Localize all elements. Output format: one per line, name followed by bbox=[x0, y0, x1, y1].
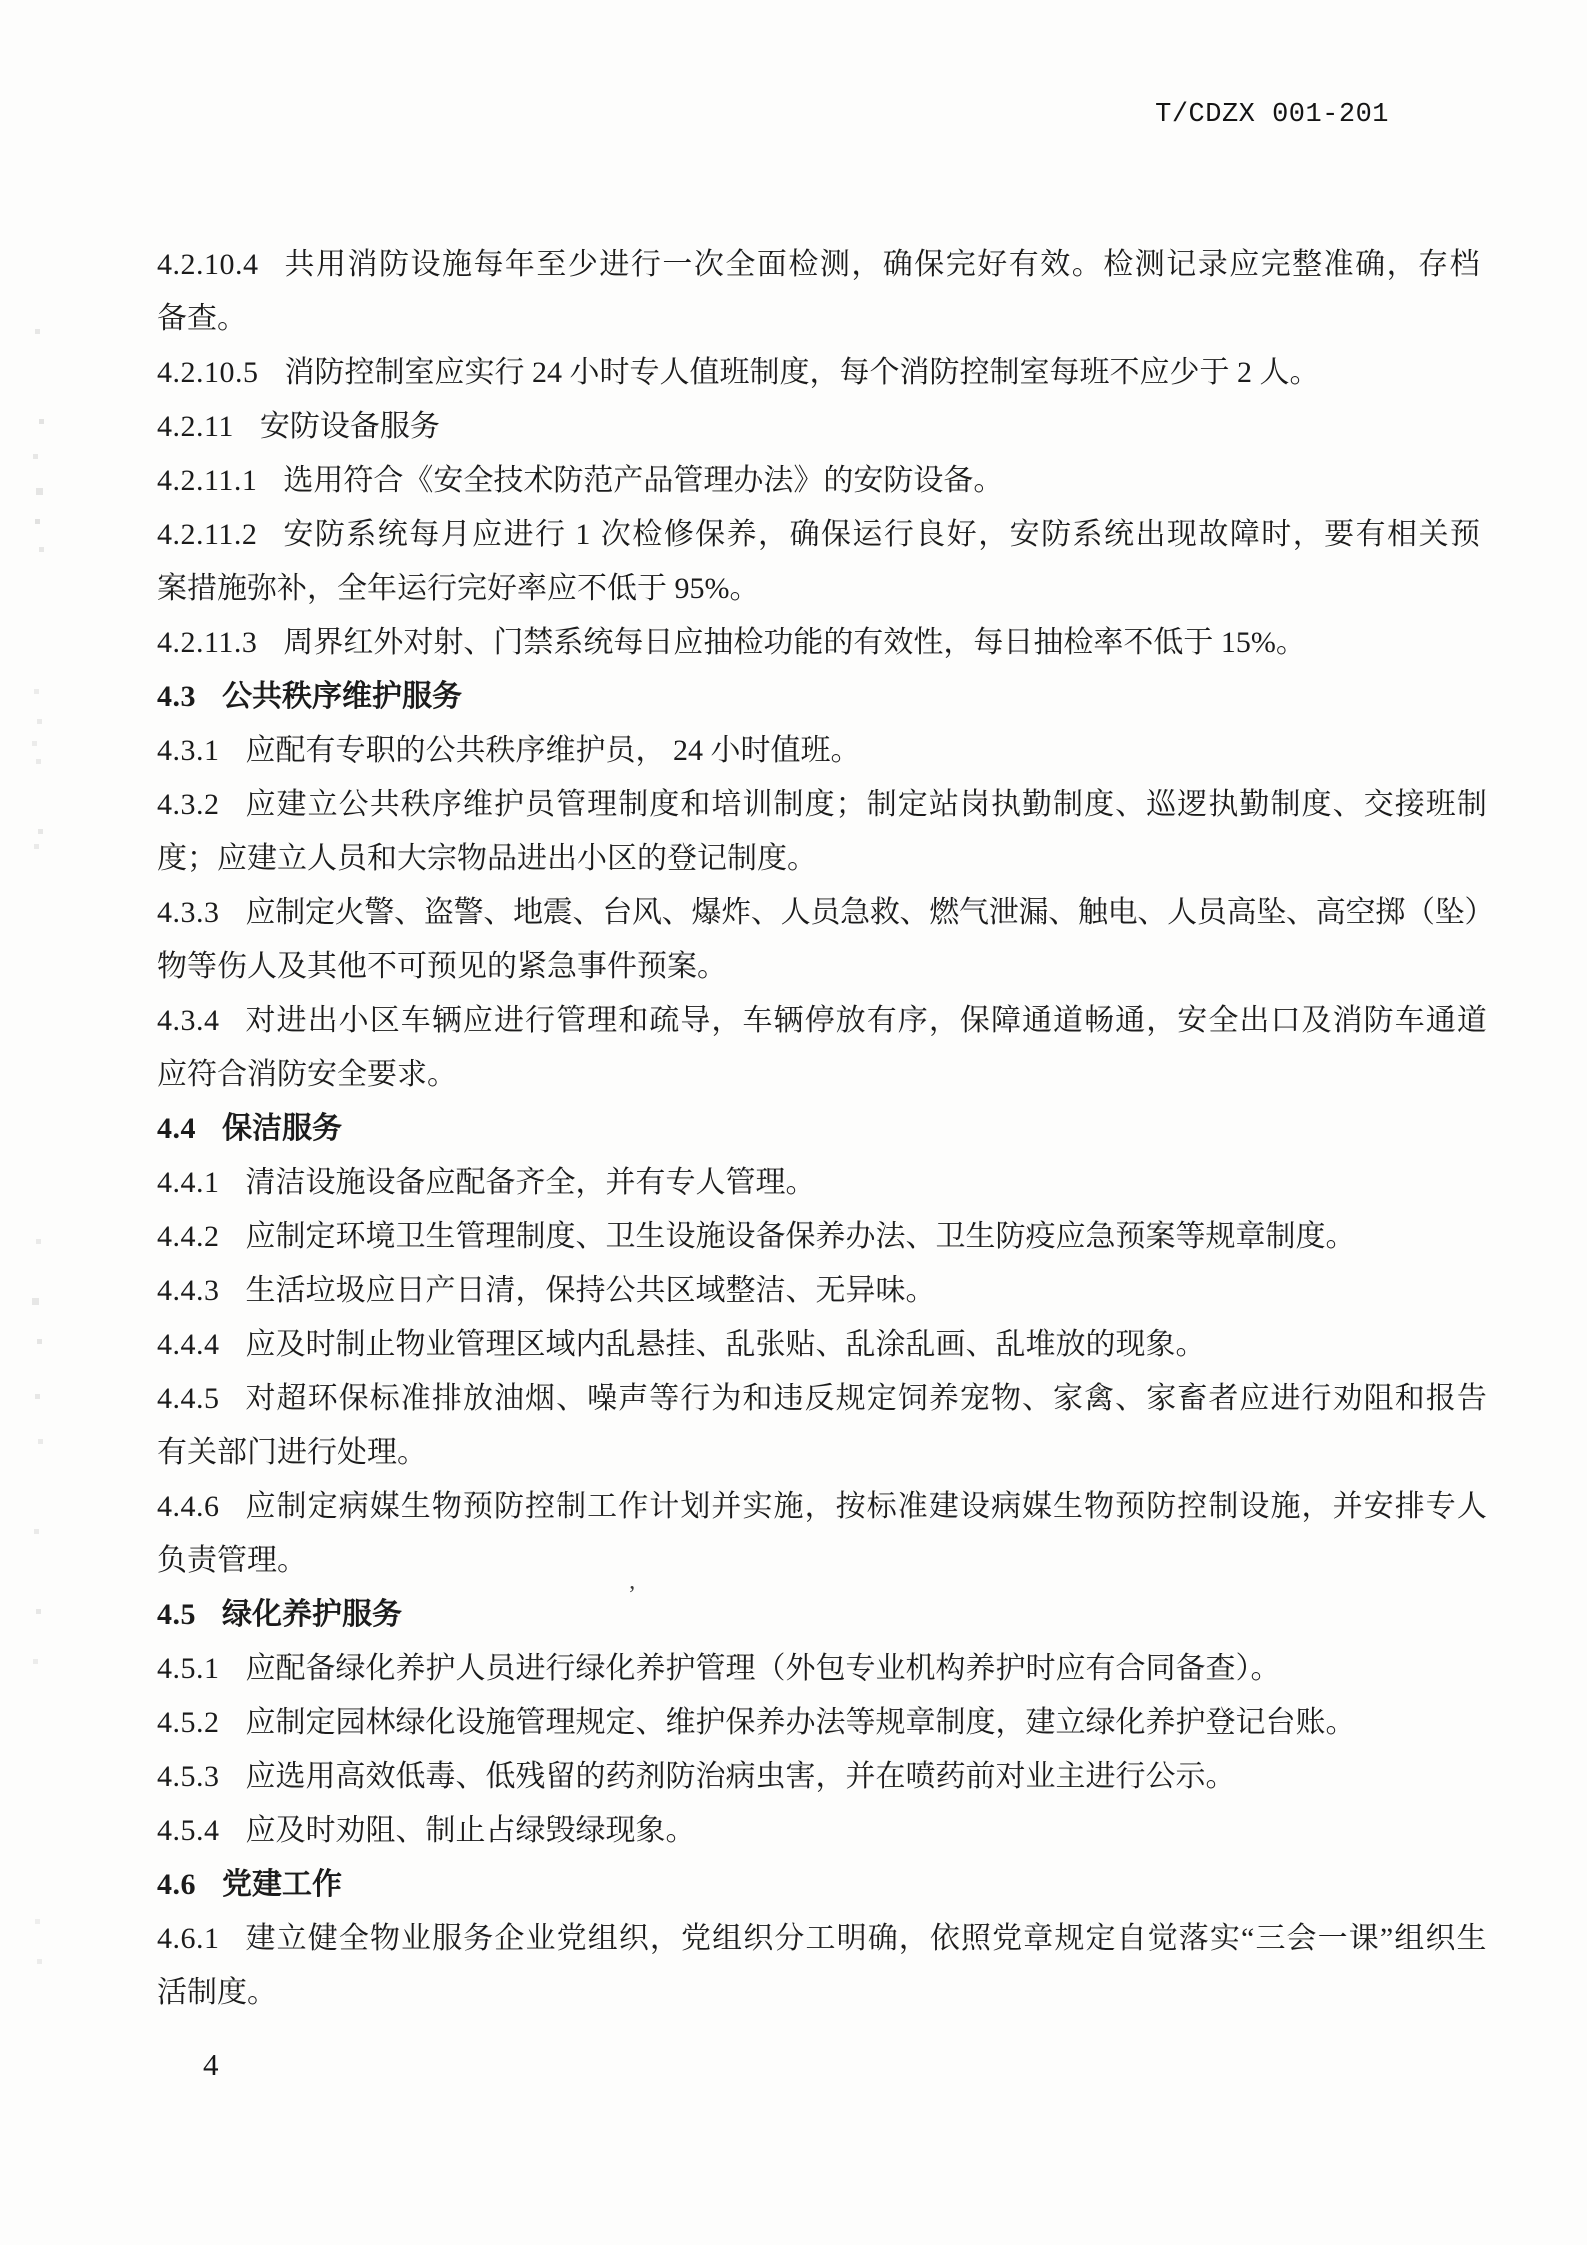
clause-number: 4.4.5 bbox=[157, 1382, 220, 1415]
clause-number: 4.3 bbox=[157, 680, 196, 713]
clause-line bbox=[157, 1696, 1493, 1750]
clause-number: 4.5.3 bbox=[157, 1760, 220, 1793]
clause-text: 活制度。 bbox=[157, 1976, 277, 2009]
clause-line-content bbox=[157, 940, 727, 994]
clause-line-content bbox=[157, 1642, 1281, 1696]
document-body bbox=[157, 238, 1493, 2020]
clause-text: 消防控制室应实行 24 小时专人值班制度，每个消防控制室每班不应少于 2 人。 bbox=[284, 356, 1320, 389]
clause-text: 应选用高效低毒、低残留的药剂防治病虫害，并在喷药前对业主进行公示。 bbox=[245, 1760, 1236, 1793]
clause-line bbox=[157, 400, 1493, 454]
clause-line-content bbox=[157, 1804, 696, 1858]
scan-noise-specks bbox=[0, 0, 3, 3]
clause-line-content bbox=[157, 1048, 457, 1102]
clause-text: 应配备绿化养护人员进行绿化养护管理（外包专业机构养护时应有合同备查）。 bbox=[245, 1652, 1281, 1685]
clause-number: 4.4.4 bbox=[157, 1328, 220, 1361]
clause-line bbox=[157, 1912, 1493, 1966]
clause-number: 4.5.4 bbox=[157, 1814, 220, 1847]
clause-number: 4.3.4 bbox=[157, 1004, 220, 1037]
clause-text: 有关部门进行处理。 bbox=[157, 1436, 427, 1469]
clause-line-content bbox=[157, 1372, 1488, 1426]
clause-text: 对超环保标准排放油烟、噪声等行为和违反规定饲养宠物、家禽、家畜者应进行劝阻和报告 bbox=[245, 1382, 1488, 1415]
clause-text: 应配有专职的公共秩序维护员， 24 小时值班。 bbox=[245, 734, 861, 767]
clause-number: 4.2.11.2 bbox=[157, 518, 258, 551]
clause-line-content bbox=[157, 1966, 277, 2020]
clause-line-content bbox=[157, 400, 440, 454]
clause-text: 生活垃圾应日产日清，保持公共区域整洁、无异味。 bbox=[245, 1274, 936, 1307]
clause-line bbox=[157, 508, 1493, 562]
clause-text: 共用消防设施每年至少进行一次全面检测，确保完好有效。检测记录应完整准确，存档 bbox=[284, 248, 1482, 281]
clause-number: 4.2.11.1 bbox=[157, 464, 258, 497]
clause-number: 4.2.11.3 bbox=[157, 626, 258, 659]
clause-number: 4.4.6 bbox=[157, 1490, 220, 1523]
clause-line-content bbox=[157, 238, 1481, 292]
clause-line bbox=[157, 1750, 1493, 1804]
clause-line bbox=[157, 1642, 1493, 1696]
clause-line-content bbox=[157, 1696, 1356, 1750]
clause-line-content bbox=[157, 1588, 402, 1642]
clause-line-content bbox=[157, 1912, 1488, 1966]
clause-text: 应建立公共秩序维护员管理制度和培训制度；制定站岗执勤制度、巡逻执勤制度、交接班制 bbox=[245, 788, 1488, 821]
clause-line-content bbox=[157, 1318, 1206, 1372]
clause-line-content bbox=[157, 292, 247, 346]
clause-line bbox=[157, 238, 1493, 292]
clause-number: 4.5.1 bbox=[157, 1652, 220, 1685]
clause-line-content bbox=[157, 1210, 1356, 1264]
clause-text: 度；应建立人员和大宗物品进出小区的登记制度。 bbox=[157, 842, 817, 875]
clause-line-content bbox=[157, 832, 817, 886]
clause-line-content bbox=[157, 1750, 1236, 1804]
clause-text: 安防系统每月应进行 1 次检修保养，确保运行良好，安防系统出现故障时，要有相关预 bbox=[283, 518, 1482, 551]
clause-number: 4.4.1 bbox=[157, 1166, 220, 1199]
clause-line bbox=[157, 1534, 1493, 1588]
section-heading bbox=[157, 1588, 1493, 1642]
clause-number: 4.4.2 bbox=[157, 1220, 220, 1253]
clause-number: 4.3.1 bbox=[157, 734, 220, 767]
clause-text: 案措施弥补，全年运行完好率应不低于 95%。 bbox=[157, 572, 760, 605]
clause-number: 4.3.2 bbox=[157, 788, 220, 821]
clause-line bbox=[157, 346, 1493, 400]
clause-text: 对进出小区车辆应进行管理和疏导，车辆停放有序，保障通道畅通，安全出口及消防车通道 bbox=[245, 1004, 1488, 1037]
clause-number: 4.3.3 bbox=[157, 896, 220, 929]
clause-line-content bbox=[157, 670, 462, 724]
clause-line-content bbox=[157, 1858, 342, 1912]
clause-text: 周界红外对射、门禁系统每日应抽检功能的有效性，每日抽检率不低于 15%。 bbox=[283, 626, 1306, 659]
clause-text: 建立健全物业服务企业党组织，党组织分工明确，依照党章规定自觉落实“三会一课”组织生 bbox=[245, 1922, 1488, 1955]
clause-line bbox=[157, 940, 1493, 994]
section-heading bbox=[157, 1858, 1493, 1912]
clause-text: 应及时制止物业管理区域内乱悬挂、乱张贴、乱涂乱画、乱堆放的现象。 bbox=[245, 1328, 1206, 1361]
clause-line bbox=[157, 832, 1493, 886]
clause-line-content bbox=[157, 724, 861, 778]
clause-line-content bbox=[157, 454, 1003, 508]
clause-line bbox=[157, 994, 1493, 1048]
section-heading bbox=[157, 1102, 1493, 1156]
clause-number: 4.2.10.5 bbox=[157, 356, 259, 389]
standard-code-header: T/CDZX 001-201 bbox=[1155, 100, 1389, 130]
clause-text: 清洁设施设备应配备齐全，并有专人管理。 bbox=[245, 1166, 816, 1199]
clause-line bbox=[157, 1318, 1493, 1372]
clause-line bbox=[157, 616, 1493, 670]
clause-line-content bbox=[157, 508, 1481, 562]
clause-number: 4.2.11 bbox=[157, 410, 234, 443]
clause-line bbox=[157, 1372, 1493, 1426]
clause-line bbox=[157, 1210, 1493, 1264]
clause-line-content bbox=[157, 616, 1306, 670]
page-number: 4 bbox=[203, 2047, 219, 2082]
clause-line-content bbox=[157, 346, 1320, 400]
clause-line bbox=[157, 778, 1493, 832]
clause-text: 物等伤人及其他不可预见的紧急事件预案。 bbox=[157, 950, 727, 983]
clause-text: 负责管理。 bbox=[157, 1544, 307, 1577]
clause-line bbox=[157, 886, 1493, 940]
section-heading bbox=[157, 670, 1493, 724]
clause-line-content bbox=[157, 1102, 342, 1156]
clause-text: 备查。 bbox=[157, 302, 247, 335]
clause-line-content bbox=[157, 1480, 1488, 1534]
clause-number: 4.6.1 bbox=[157, 1922, 220, 1955]
clause-line-content bbox=[157, 886, 1494, 940]
clause-number: 4.6 bbox=[157, 1868, 196, 1901]
clause-text: 应符合消防安全要求。 bbox=[157, 1058, 457, 1091]
clause-text: 应制定园林绿化设施管理规定、维护保养办法等规章制度，建立绿化养护登记台账。 bbox=[245, 1706, 1356, 1739]
clause-line-content bbox=[157, 562, 760, 616]
clause-line bbox=[157, 1048, 1493, 1102]
clause-text: 安防设备服务 bbox=[259, 410, 440, 443]
clause-line bbox=[157, 292, 1493, 346]
clause-line bbox=[157, 1426, 1493, 1480]
clause-text: 公共秩序维护服务 bbox=[222, 680, 462, 713]
clause-line-content bbox=[157, 1156, 816, 1210]
clause-number: 4.4 bbox=[157, 1112, 196, 1145]
clause-line bbox=[157, 1480, 1493, 1534]
clause-text: 应制定环境卫生管理制度、卫生设施设备保养办法、卫生防疫应急预案等规章制度。 bbox=[245, 1220, 1356, 1253]
clause-text: 绿化养护服务 bbox=[222, 1598, 402, 1631]
clause-line bbox=[157, 1804, 1493, 1858]
clause-line bbox=[157, 1264, 1493, 1318]
clause-line-content bbox=[157, 1426, 427, 1480]
clause-text: 应及时劝阻、制止占绿毁绿现象。 bbox=[245, 1814, 696, 1847]
clause-line-content bbox=[157, 778, 1488, 832]
clause-text: 应制定病媒生物预防控制工作计划并实施，按标准建设病媒生物预防控制设施，并安排专人 bbox=[245, 1490, 1488, 1523]
scan-artifact-mark: ’ bbox=[628, 1582, 636, 1608]
clause-line-content bbox=[157, 1534, 307, 1588]
clause-text: 应制定火警、盗警、地震、台风、爆炸、人员急救、燃气泄漏、触电、人员高坠、高空掷（坠） bbox=[245, 896, 1495, 929]
clause-line bbox=[157, 562, 1493, 616]
clause-number: 4.2.10.4 bbox=[157, 248, 259, 281]
clause-number: 4.4.3 bbox=[157, 1274, 220, 1307]
clause-line bbox=[157, 1966, 1493, 2020]
clause-line bbox=[157, 724, 1493, 778]
clause-line bbox=[157, 1156, 1493, 1210]
clause-number: 4.5.2 bbox=[157, 1706, 220, 1739]
clause-text: 选用符合《安全技术防范产品管理办法》的安防设备。 bbox=[283, 464, 1004, 497]
clause-line-content bbox=[157, 1264, 936, 1318]
clause-number: 4.5 bbox=[157, 1598, 196, 1631]
clause-line bbox=[157, 454, 1493, 508]
clause-line-content bbox=[157, 994, 1488, 1048]
clause-text: 党建工作 bbox=[222, 1868, 342, 1901]
clause-text: 保洁服务 bbox=[222, 1112, 342, 1145]
